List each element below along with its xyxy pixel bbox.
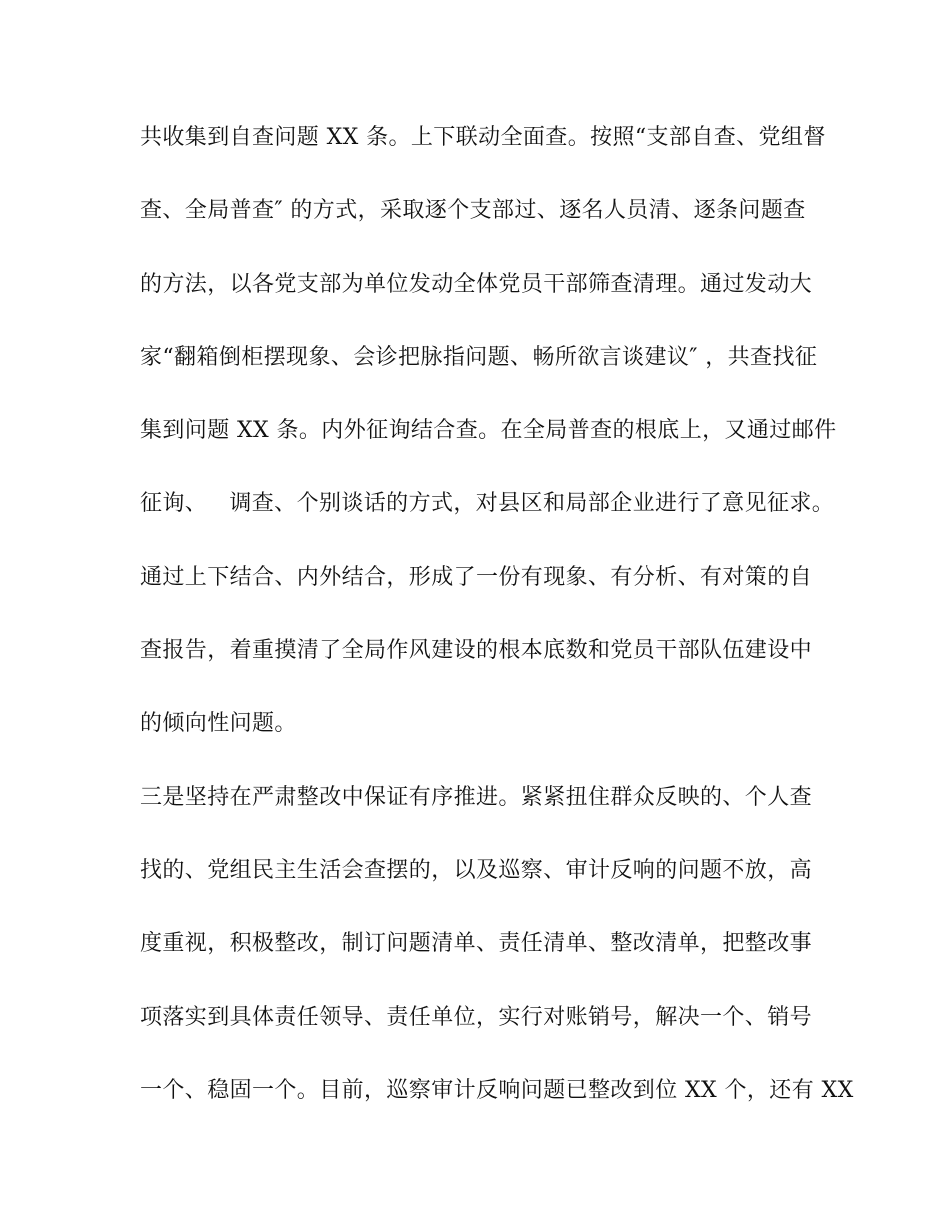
document-body [140, 118, 854, 1144]
text-line: 三是坚持在严肃整改中保证有序推进。紧紧扭住群众反映的、个人查 [140, 784, 813, 810]
text-line: 查报告，着重摸清了全局作风建设的根本底数和党员干部队伍建设中 [140, 638, 813, 664]
text-line: 家“翻箱倒柜摆现象、会诊把脉指问题、畅所欲言谈建议″ ，共查找征 [140, 344, 818, 370]
text-line: 征询、 调查、个别谈话的方式，对县区和局部企业进行了意见征求。 [140, 491, 835, 517]
text-line: 的倾向性问题。 [140, 711, 297, 737]
text-line: 的方法，以各党支部为单位发动全体党员干部筛查清理。通过发动大 [140, 271, 813, 297]
text-line: 共收集到自查问题 XX 条。上下联动全面查。按照“支部自查、党组督 [140, 125, 826, 150]
text-line: 度重视，积极整改，制订问题清单、责任清单、整改清单，把整改事 [140, 931, 813, 957]
text-line: 集到问题 XX 条。内外征询结合查。在全局普查的根底上，又通过邮件 [140, 418, 837, 444]
text-line: 查、全局普查″ 的方式，采取逐个支部过、逐名人员清、逐条问题查 [140, 198, 806, 224]
text-line: 找的、党组民主生活会查摆的，以及巡察、审计反响的问题不放，高 [140, 857, 813, 883]
text-line: 项落实到具体责任领导、责任单位，实行对账销号，解决一个、销号 [140, 1004, 813, 1030]
text-line: 一个、稳固一个。目前，巡察审计反响问题已整改到位 XX 个，还有 XX [140, 1077, 854, 1103]
text-line: 通过上下结合、内外结合，形成了一份有现象、有分析、有对策的自 [140, 564, 813, 590]
